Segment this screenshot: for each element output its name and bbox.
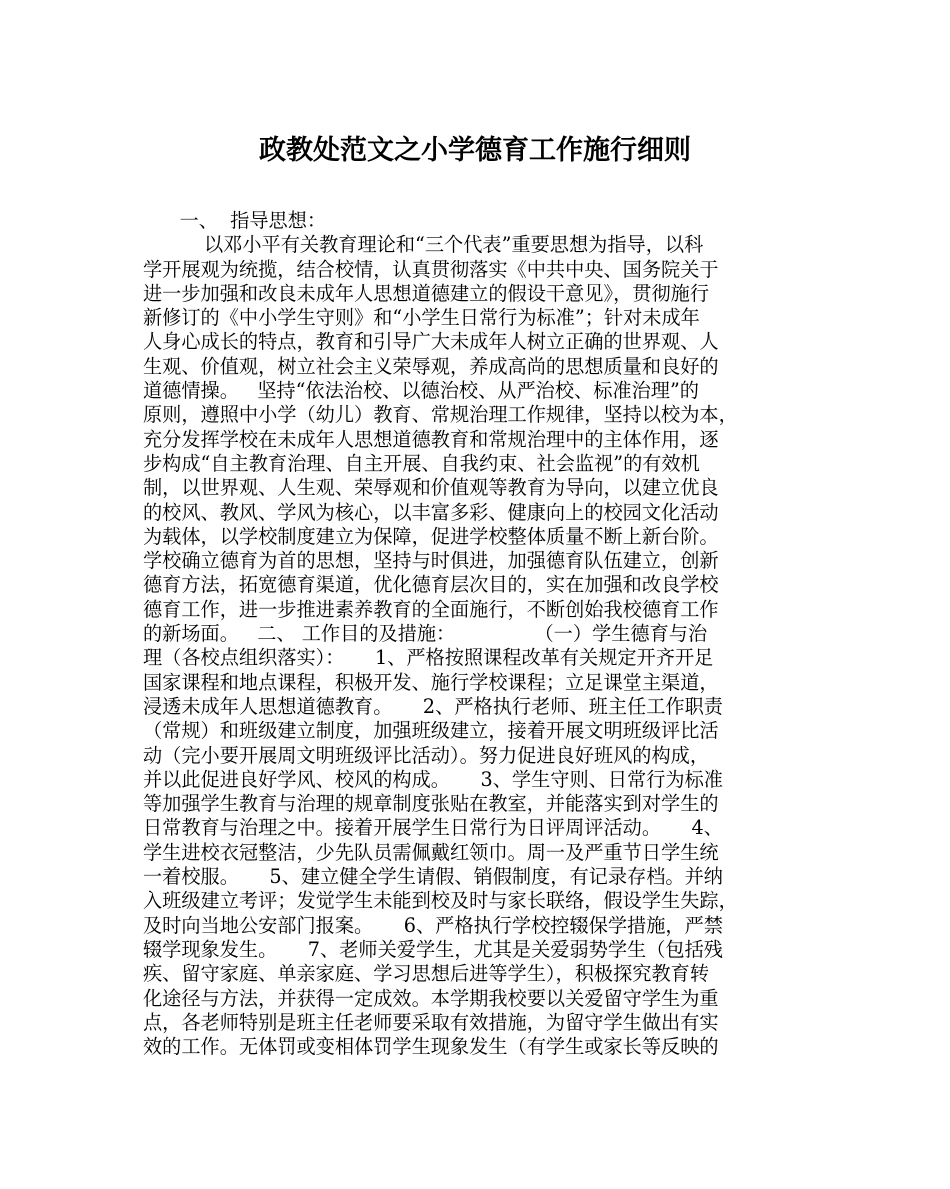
text-line: 入班级建立考评；发觉学生未能到校及时与家长联络，假设学生失踪， — [143, 889, 738, 913]
text-line: 浸透未成年人思想道德教育。 2、严格执行老师、班主任工作职责 — [143, 694, 723, 718]
text-line: 充分发挥学校在未成年人思想道德教育和常规治理中的主体作用，逐 — [143, 427, 719, 451]
text-line: 动（完小要开展周文明班级评比活动）。努力促进良好班风的构成， — [143, 743, 710, 767]
text-line: 学生进校衣冠整洁，少先队员需佩戴红领巾。周一及严重节日学生统 — [143, 840, 719, 864]
text-line: 步构成“自主教育治理、自主开展、自我约束、社会监视”的有效机 — [143, 451, 700, 475]
text-line: 的新场面。 二、 工作目的及措施： （一）学生德育与治 — [143, 622, 708, 646]
text-line: 学校确立德育为首的思想，坚持与时俱进，加强德育队伍建立，创新 — [143, 549, 719, 573]
text-line: 的校风、教风、学风为核心，以丰富多彩、健康向上的校园文化活动 — [143, 500, 719, 524]
text-line: 等加强学生教育与治理的规章制度张贴在教室，并能落实到对学生的 — [143, 792, 719, 816]
document-title: 政教处范文之小学德育工作施行细则 — [259, 135, 691, 166]
text-line: 辍学现象发生。 7、老师关爱学生，尤其是关爱弱势学生（包括残 — [143, 937, 723, 961]
text-line: 进一步加强和改良未成年人思想道德建立的假设干意见》，贯彻施行 — [143, 281, 710, 305]
text-line: 制，以世界观、人生观、荣辱观和价值观等教育为导向，以建立优良 — [143, 476, 719, 500]
document-body — [143, 209, 813, 1059]
text-line: 人身心成长的特点，教育和引导广大未成年人树立正确的世界观、人 — [143, 330, 719, 354]
text-line: 日常教育与治理之中。接着开展学生日常行为日评周评活动。 4、 — [143, 816, 723, 840]
text-line: 一着校服。 5、建立健全学生请假、销假制度，有记录存档。并纳 — [143, 865, 723, 889]
text-line: 效的工作。无体罚或变相体罚学生现象发生（有学生或家长等反映的 — [143, 1035, 719, 1059]
text-line: 德育方法，拓宽德育渠道，优化德育层次目的，实在加强和改良学校 — [143, 573, 719, 597]
text-line: 疾、留守家庭、单亲家庭、学习思想后进等学生），积极探究教育转 — [143, 962, 710, 986]
text-line: 理（各校点组织落实）： 1、严格按照课程改革有关规定开齐开足 — [143, 646, 714, 670]
text-line: 一、 指导思想： — [143, 209, 327, 232]
text-line: 为载体，以学校制度建立为保障，促进学校整体质量不断上新台阶。 — [143, 524, 719, 548]
text-line: 以邓小平有关教育理论和“三个代表”重要思想为指导，以科 — [143, 233, 704, 257]
text-line: 原则，遵照中小学（幼儿）教育、常规治理工作规律，坚持以校为本， — [143, 403, 738, 427]
text-line: 生观、价值观，树立社会主义荣辱观，养成高尚的思想质量和良好的 — [143, 354, 719, 378]
text-line: （常规）和班级建立制度，加强班级建立，接着开展文明班级评比活 — [143, 719, 719, 743]
text-line: 化途径与方法，并获得一定成效。本学期我校要以关爱留守学生为重 — [143, 986, 719, 1010]
text-line: 道德情操。 坚持“依法治校、以德治校、从严治校、标准治理”的 — [143, 379, 699, 403]
text-line: 并以此促进良好学风、校风的构成。 3、学生守则、日常行为标准 — [143, 767, 723, 791]
text-line: 德育工作，进一步推进素养教育的全面施行，不断创始我校德育工作 — [143, 597, 719, 621]
text-line: 及时向当地公安部门报案。 6、严格执行学校控辍保学措施，严禁 — [143, 913, 723, 937]
text-line: 新修订的《中小学生守则》和“小学生日常行为标准”；针对未成年 — [143, 306, 700, 330]
text-line: 学开展观为统揽，结合校情，认真贯彻落实《中共中央、国务院关于 — [143, 257, 719, 281]
text-line: 点，各老师特别是班主任老师要采取有效措施，为留守学生做出有实 — [143, 1010, 719, 1034]
text-line: 国家课程和地点课程，积极开发、施行学校课程；立足课堂主渠道， — [143, 670, 719, 694]
